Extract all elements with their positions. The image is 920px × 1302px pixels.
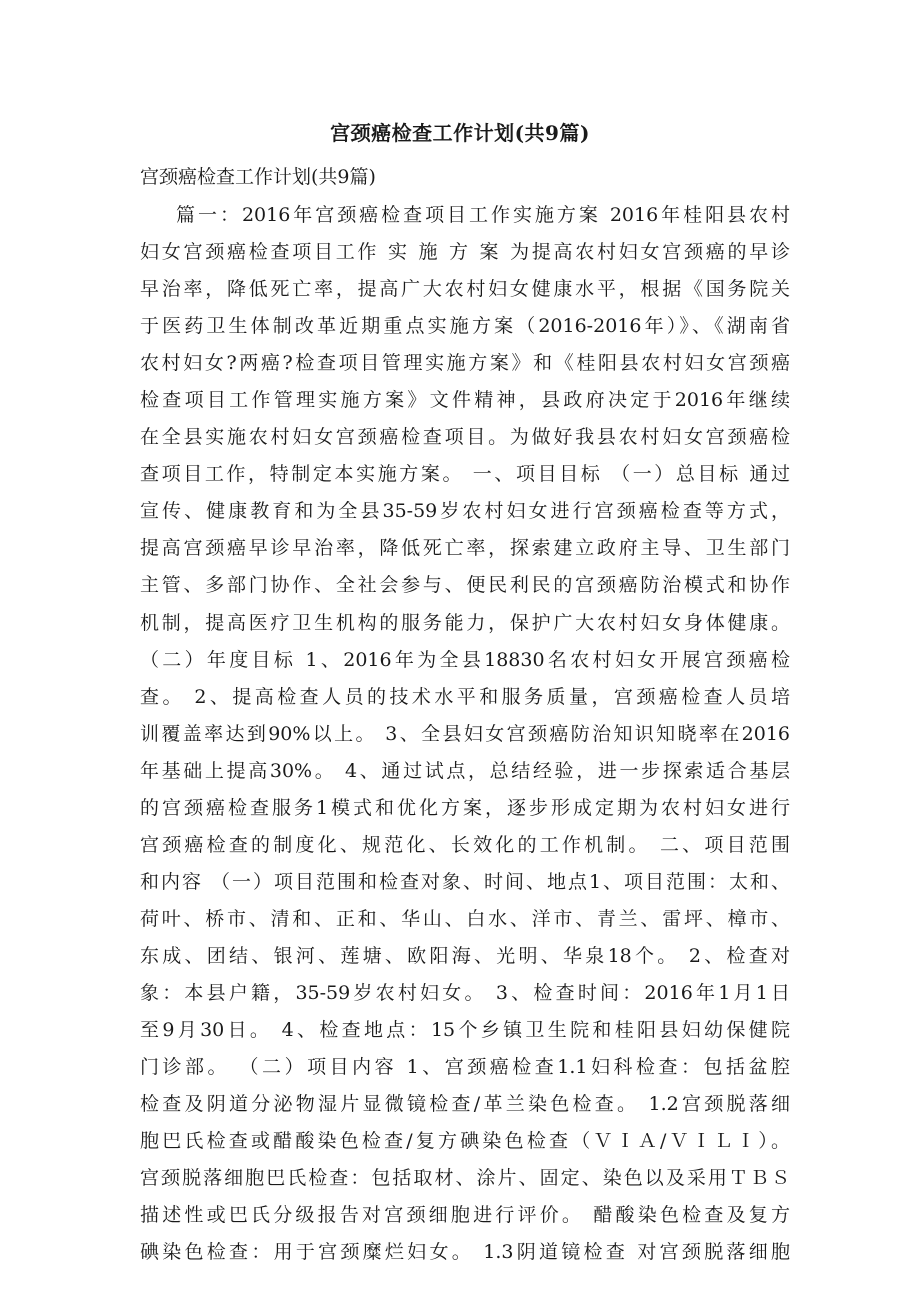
body-line: 门诊部。 （二）项目内容 1、宫颈癌检查1.1妇科检查：包括盆腔 bbox=[140, 1056, 790, 1079]
body-line: 宣传、健康教育和为全县35-59岁农村妇女进行宫颈癌检查等方式， bbox=[140, 500, 790, 523]
body-line: 篇一：2016年宫颈癌检查项目工作实施方案 2016年桂阳县农村 bbox=[140, 204, 790, 226]
body-line: 主管、多部门协作、全社会参与、便民利民的宫颈癌防治模式和协作 bbox=[140, 574, 790, 597]
body-line: 和内容 （一）项目范围和检查对象、时间、地点1、项目范围：太和、 bbox=[140, 870, 790, 893]
document-body bbox=[140, 197, 790, 1271]
body-line: 训覆盖率达到90%以上。 3、全县妇女宫颈癌防治知识知晓率在2016 bbox=[140, 722, 790, 745]
body-line: 检查项目工作管理实施方案》文件精神，县政府决定于2016年继续 bbox=[140, 389, 790, 412]
body-line: 检查及阴道分泌物湿片显微镜检查/革兰染色检查。 1.2宫颈脱落细 bbox=[140, 1093, 790, 1116]
document-subtitle: 宫颈癌检查工作计划(共9篇) bbox=[140, 166, 376, 188]
body-line: 妇女宫颈癌检查项目工作 实 施 方 案 为提高农村妇女宫颈癌的早诊 bbox=[140, 241, 790, 264]
body-line: 查。 2、提高检查人员的技术水平和服务质量，宫颈癌检查人员培 bbox=[140, 685, 790, 708]
body-line: 宫颈脱落细胞巴氏检查：包括取材、涂片、固定、染色以及采用ＴＢＳ bbox=[140, 1167, 790, 1190]
body-line: 农村妇女?两癌?检查项目管理实施方案》和《桂阳县农村妇女宫颈癌 bbox=[140, 352, 790, 375]
body-line: （二）年度目标 1、2016年为全县18830名农村妇女开展宫颈癌检 bbox=[140, 648, 790, 671]
body-line: 象：本县户籍，35-59岁农村妇女。 3、检查时间：2016年1月1日 bbox=[140, 981, 790, 1004]
body-line: 东成、团结、银河、莲塘、欧阳海、光明、华泉18个。 2、检查对 bbox=[140, 944, 790, 967]
body-line: 的宫颈癌检查服务1模式和优化方案，逐步形成定期为农村妇女进行 bbox=[140, 796, 790, 819]
body-line: 碘染色检查：用于宫颈糜烂妇女。 1.3阴道镜检查 对宫颈脱落细胞 bbox=[140, 1241, 790, 1264]
body-line: 荷叶、桥市、清和、正和、华山、白水、洋市、青兰、雷坪、樟市、 bbox=[140, 907, 790, 930]
body-line: 查项目工作，特制定本实施方案。 一、项目目标 （一）总目标 通过 bbox=[140, 463, 790, 486]
body-line: 胞巴氏检查或醋酸染色检查/复方碘染色检查（ＶＩＡ/ＶＩＬＩ）。 bbox=[140, 1130, 790, 1153]
body-line: 宫颈癌检查的制度化、规范化、长效化的工作机制。 二、项目范围 bbox=[140, 833, 790, 856]
body-line: 年基础上提高30%。 4、通过试点，总结经验，进一步探索适合基层 bbox=[140, 759, 790, 782]
body-line: 于医药卫生体制改革近期重点实施方案（2016-2016年）》、《湖南省 bbox=[140, 315, 790, 338]
body-line: 机制，提高医疗卫生机构的服务能力，保护广大农村妇女身体健康。 bbox=[140, 611, 790, 634]
body-line: 提高宫颈癌早诊早治率，降低死亡率，探索建立政府主导、卫生部门 bbox=[140, 537, 790, 560]
body-line: 至9月30日。 4、检查地点：15个乡镇卫生院和桂阳县妇幼保健院 bbox=[140, 1019, 790, 1042]
document-title: 宫颈癌检查工作计划(共9篇) bbox=[330, 121, 590, 145]
body-line: 早治率，降低死亡率，提高广大农村妇女健康水平，根据《国务院关 bbox=[140, 278, 790, 301]
body-line: 在全县实施农村妇女宫颈癌检查项目。为做好我县农村妇女宫颈癌检 bbox=[140, 426, 790, 449]
body-line: 描述性或巴氏分级报告对宫颈细胞进行评价。 醋酸染色检查及复方 bbox=[140, 1204, 790, 1227]
